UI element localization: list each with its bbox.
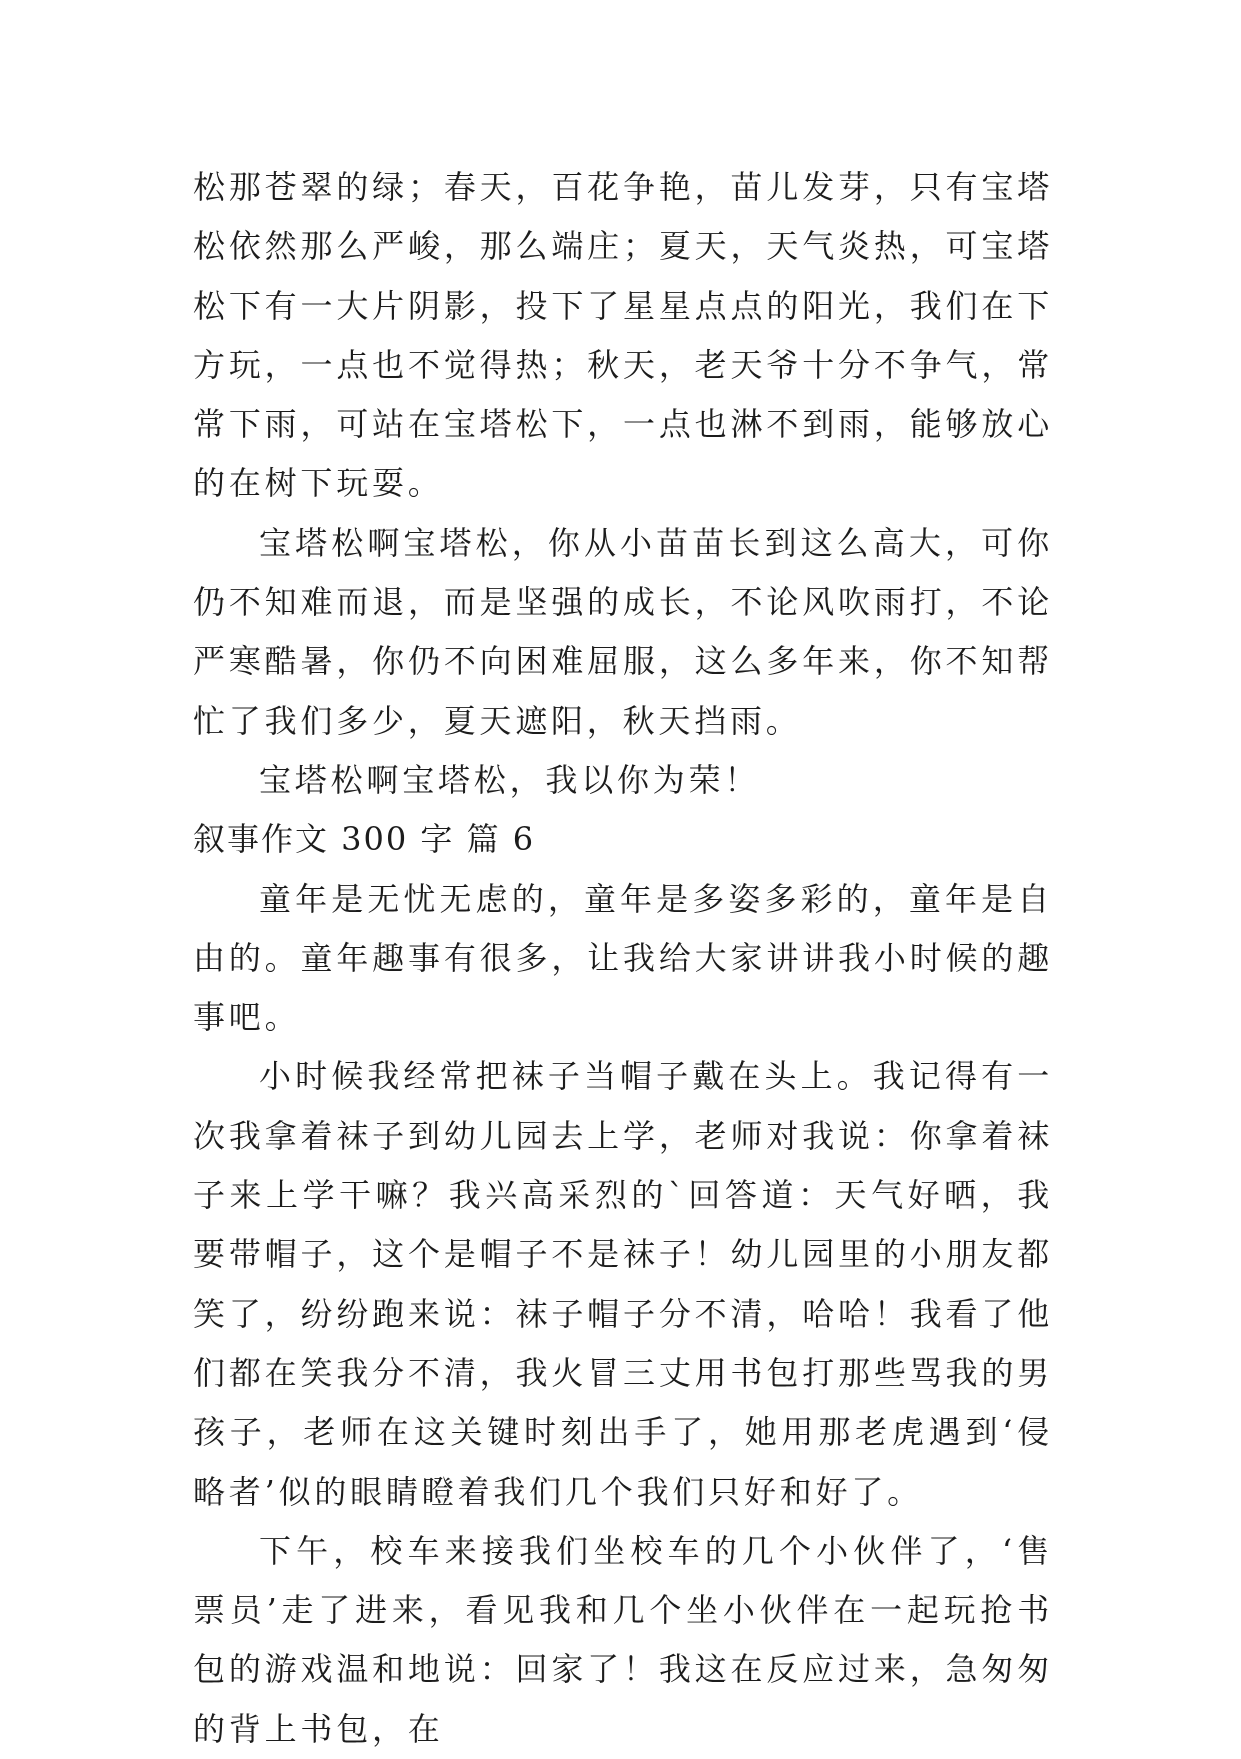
paragraph: 宝塔松啊宝塔松，你从小苗苗长到这么高大，可你仍不知难而退，而是坚强的成长，不论风吹雨打，不论严寒酷暑，你仍不向困难屈服，这么多年来，你不知帮忙了我们多少，夏天遮阳，秋天挡雨。 (193, 523, 1053, 740)
paragraph: 童年是无忧无虑的，童年是多姿多彩的，童年是自由的。童年趣事有很多，让我给大家讲讲我小时候的趣事吧。 (193, 879, 1053, 1037)
paragraph: 松那苍翠的绿；春天，百花争艳，苗儿发芽，只有宝塔松依然那么严峻，那么端庄；夏天，天气炎热，可宝塔松下有一大片阴影，投下了星星点点的阳光，我们在下方玩，一点也不觉得热；秋天，老天爷十分不争气，常常下雨，可站在宝塔松下，一点也淋不到雨，能够放心的在树下玩耍。 (193, 168, 1053, 503)
paragraph: 小时候我经常把袜子当帽子戴在头上。我记得有一次我拿着袜子到幼儿园去上学，老师对我说：你拿着袜子来上学干嘛？我兴高采烈的`回答道：天气好晒，我要带帽子，这个是帽子不是袜子！幼儿园里的小朋友都笑了，纷纷跑来说：袜子帽子分不清，哈哈！我看了他们都在笑我分不清，我火冒三丈用书包打那些骂我的男孩子，老师在这关键时刻出手了，她用那老虎遇到‘侵略者’似的眼睛瞪着我们几个我们只好和好了。 (193, 1057, 1053, 1511)
document-page (193, 158, 1053, 1759)
paragraph: 下午，校车来接我们坐校车的几个小伙伴了，‘售票员’走了进来，看见我和几个坐小伙伴在一起玩抢书包的游戏温和地说：回家了！我这在反应过来，急匆匆的背上书包，在 (193, 1531, 1053, 1748)
section-title: 叙事作文 300 字 篇 6 (193, 820, 536, 859)
paragraph: 宝塔松啊宝塔松，我以你为荣！ (259, 760, 761, 799)
